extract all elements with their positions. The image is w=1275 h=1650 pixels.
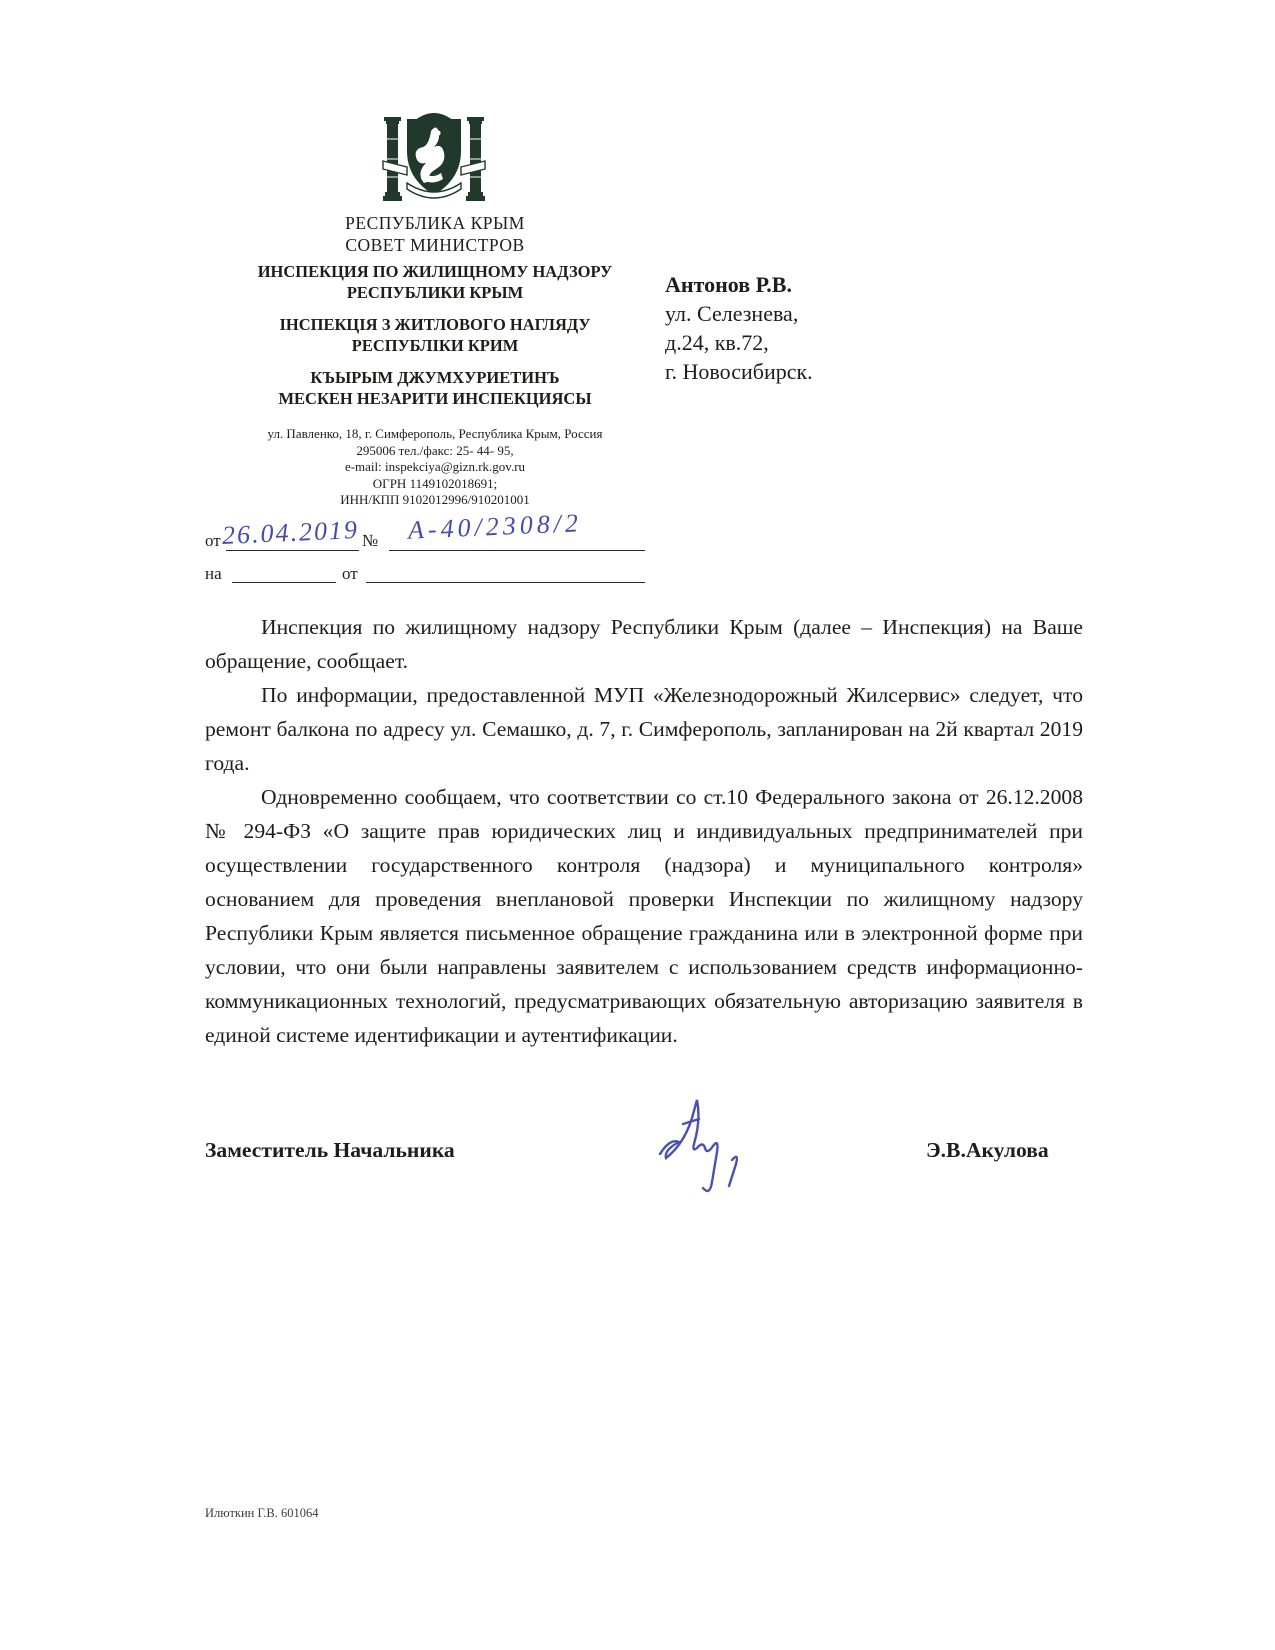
body-paragraph-2: По информации, предоставленной МУП «Железнодорожный Жилсервис» следует, что ремонт балкона по адресу ул. Семашко, д. 7, г. Симферополь, запланирован на 2й квартал 2019 года. [205, 683, 1083, 775]
body-paragraph-1: Инспекция по жилищному надзору Республики Крым (далее – Инспекция) на Ваше обращение, сообщает. [205, 615, 1083, 673]
reply-na-underline [232, 582, 336, 583]
contact-ogrn: ОГРН 1149102018691; [372, 475, 498, 491]
ref-number-handwritten: А-40/2308/2 [407, 508, 583, 545]
recipient-name: Антонов Р.В. [665, 272, 792, 297]
contact-email: e-mail: inspekciya@gizn.rk.gov.ru [344, 459, 526, 474]
reply-na-label: на [205, 564, 222, 583]
state-line-republic: РЕСПУБЛИКА КРЫМ [345, 213, 525, 233]
reply-ot-underline [366, 582, 645, 583]
contact-inn-kpp: ИНН/КПП 9102012996/910201001 [340, 492, 530, 507]
recipient-city: г. Новосибирск. [665, 359, 813, 384]
executor-note: Илюткин Г.В. 601064 [205, 1506, 319, 1520]
recipient-block [665, 270, 813, 386]
contact-street: ул. Павленко, 18, г. Симферополь, Республика Крым, Россия [267, 426, 603, 441]
org-names-block [215, 261, 655, 420]
reply-ot-label: от [342, 564, 358, 583]
ref-date-handwritten: 26.04.2019 [221, 515, 360, 550]
state-header [235, 212, 635, 256]
org-name-crimean-tatar: КЪЫРЫМ ДЖУМХУРИЕТИНЪ МЕСКЕН НЕЗАРИТИ ИНСПЕКЦИЯСЫ [278, 368, 592, 408]
recipient-house: д.24, кв.72, [665, 330, 769, 355]
signer-name: Э.В.Акулова [926, 1138, 1049, 1162]
org-name-ukrainian: ІНСПЕКЦІЯ З ЖИТЛОВОГО НАГЛЯДУ РЕСПУБЛІКИ КРИМ [279, 315, 591, 355]
crimea-coat-of-arms-icon [381, 109, 487, 215]
org-name-russian: ИНСПЕКЦИЯ ПО ЖИЛИЩНОМУ НАДЗОРУ РЕСПУБЛИКИ КРЫМ [257, 262, 613, 302]
signer-position: Заместитель Начальника [205, 1138, 455, 1162]
recipient-street: ул. Селезнева, [665, 301, 799, 326]
letter-body [205, 610, 1083, 1052]
org-contacts-block [215, 426, 655, 509]
handwritten-signature [652, 1088, 756, 1206]
ref-from-label: от [205, 531, 221, 550]
state-line-council: СОВЕТ МИНИСТРОВ [345, 235, 525, 255]
ref-number-underline [389, 550, 645, 551]
ref-date-underline [226, 550, 359, 551]
body-paragraph-3: Одновременно сообщаем, что соответствии со ст.10 Федерального закона от 26.12.2008 № 294-ФЗ «О защите прав юридических лиц и индивидуальных предпринимателей при осуществлении государственного контроля (надзора) и муниципального контроля» основанием для проведения внеплановой проверки Инспекции по жилищному надзору Республики Крым является письменное обращение гражданина или в электронной форме при условии, что они были направлены заявителем с использованием средств информационно-коммуникационных технологий, предусматривающих обязательную авторизацию заявителя в единой системе идентификации и аутентификации. [205, 785, 1083, 1047]
contact-phone: 295006 тел./факс: 25- 44- 95, [356, 442, 514, 458]
ref-number-label: № [362, 531, 379, 550]
